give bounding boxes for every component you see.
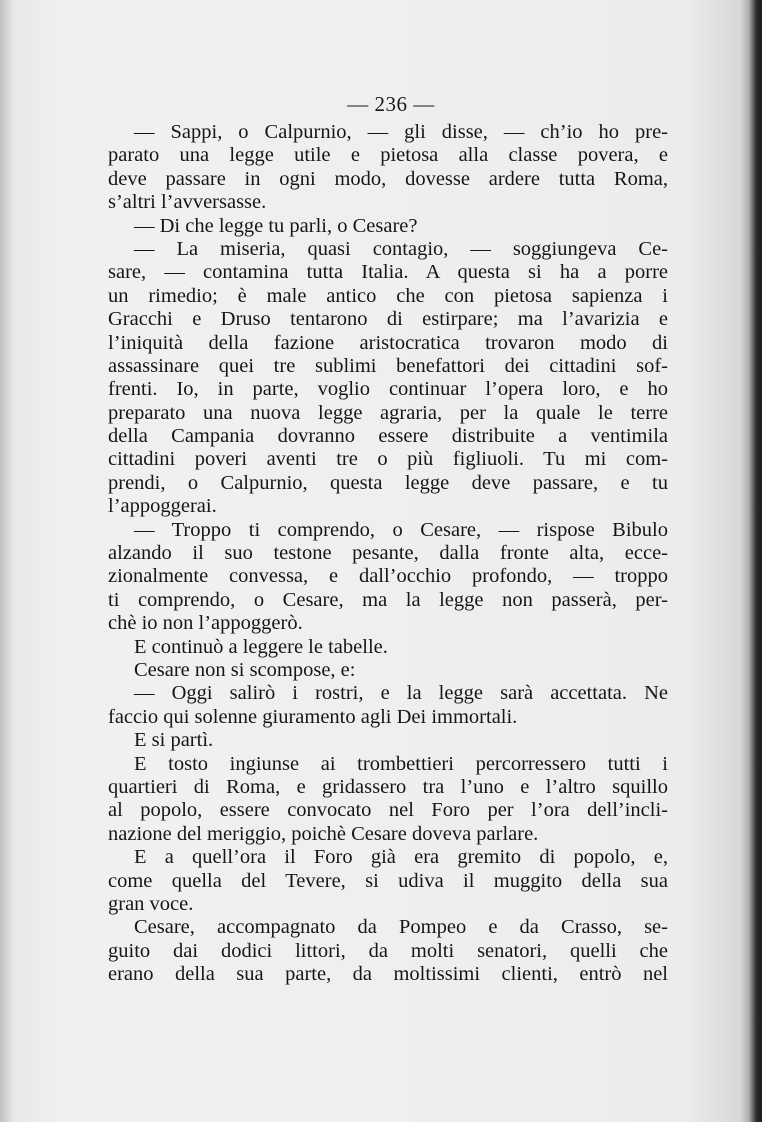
text-line: cittadini poveri aventi tre o più figliuoli. Tu mi com- [108,448,668,471]
text-line: s’altri l’avversasse. [108,191,267,214]
text-line: l’iniquità della fazione aristocratica trovaron modo di [108,331,668,354]
text-line: — Sappi, o Calpurnio, — gli disse, — ch’io ho pre- [134,121,668,143]
text-line: assassinare quei tre sublimi benefattori dei cittadini sof- [108,354,668,377]
text-line: un rimedio; è male antico che con pietosa sapienza i [108,284,668,307]
text-line: ti comprendo, o Cesare, ma la legge non passerà, per- [108,588,668,611]
text-line: — Di che legge tu parli, o Cesare? [134,214,418,237]
text-line: — La miseria, quasi contagio, — soggiungeva Ce- [134,237,668,260]
text-line: E a quell’ora il Foro già era gremito di popolo, e, [134,846,668,869]
text-line: Gracchi e Druso tentarono di estirpare; ma l’avarizia e [108,308,668,331]
text-line: Cesare non si scompose, e: [134,658,356,681]
text-line: quartieri di Roma, e gridassero tra l’uno e l’altro squillo [108,775,668,798]
text-line: parato una legge utile e pietosa alla classe povera, e [108,144,668,167]
text-line: l’appoggerai. [108,495,217,518]
body-text [108,121,668,986]
text-line: alzando il suo testone pesante, dalla fronte alta, ecce- [108,542,668,565]
text-line: al popolo, essere convocato nel Foro per l’ora dell’incli- [108,799,668,822]
text-line: Cesare, accompagnato da Pompeo e da Crasso, se- [134,916,668,939]
page-edge-shadow [0,0,14,1122]
book-spine-shadow [740,0,762,1122]
text-line: prendi, o Calpurnio, questa legge deve passare, e tu [108,471,668,494]
text-line: guito dai dodici littori, da molti senatori, quelli che [108,939,668,962]
text-line: preparato una nuova legge agraria, per la quale le terre [108,401,668,424]
text-line: E continuò a leggere le tabelle. [134,635,388,658]
text-line: deve passare in ogni modo, dovesse ardere tutta Roma, [108,167,668,190]
text-line: zionalmente convessa, e dall’occhio profondo, — troppo [108,565,668,588]
text-line: come quella del Tevere, si udiva il muggito della sua [108,869,668,892]
text-line: nazione del meriggio, poichè Cesare doveva parlare. [108,822,539,845]
text-line: E si partì. [134,729,214,752]
text-line: faccio qui solenne giuramento agli Dei immortali. [108,705,518,728]
text-line: E tosto ingiunse ai trombettieri percorressero tutti i [134,752,668,775]
text-line: sare, — contamina tutta Italia. A questa si ha a porre [108,261,668,284]
text-line: frenti. Io, in parte, voglio continuar l’opera loro, e ho [108,378,668,401]
text-line: — Troppo ti comprendo, o Cesare, — rispose Bibulo [134,518,668,541]
text-line: — Oggi salirò i rostri, e la legge sarà accettata. Ne [134,682,668,705]
text-line: chè io non l’appoggerò. [108,612,303,635]
text-line: della Campania dovranno essere distribuite a ventimila [108,425,668,448]
text-line: gran voce. [108,892,194,915]
text-line: erano della sua parte, da moltissimi clienti, entrò nel [108,963,668,986]
page-number: — 236 — [347,92,435,116]
